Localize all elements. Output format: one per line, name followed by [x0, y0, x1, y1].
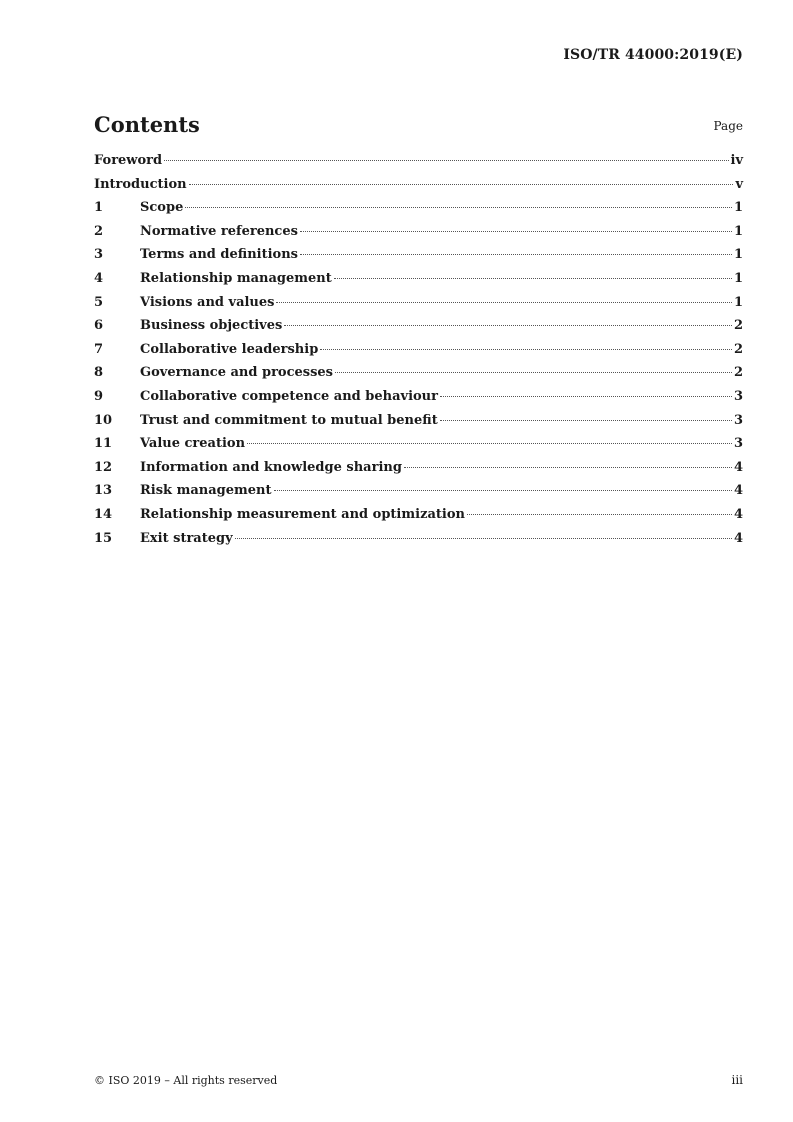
toc-entry-title: Terms and definitions: [140, 247, 298, 263]
toc-entry-number: 1: [94, 200, 104, 216]
toc-entry[interactable]: [94, 295, 743, 319]
toc-entry-number: 11: [94, 436, 113, 452]
toc-entry-number: 3: [94, 247, 104, 263]
toc-entry-page: 3: [733, 412, 743, 428]
toc-dot-leader: [276, 302, 731, 303]
toc-entry-title: Collaborative leadership: [140, 341, 319, 357]
toc-entry-page: 4: [733, 530, 743, 546]
toc-entry-page: 4: [733, 506, 743, 522]
toc-entry-title: Relationship management: [140, 270, 332, 286]
toc-entry[interactable]: [94, 389, 743, 413]
toc-entry-page: 3: [733, 436, 743, 452]
toc-dot-leader: [467, 514, 732, 515]
contents-heading: Contents: [94, 112, 200, 137]
toc-dot-leader: [440, 420, 732, 421]
page-column-label: Page: [713, 119, 743, 133]
toc-entry-title: Information and knowledge sharing: [140, 459, 402, 475]
toc-entry[interactable]: [94, 318, 743, 342]
toc-entry-number: 8: [94, 365, 104, 381]
toc-entry-title: Exit strategy: [140, 530, 233, 546]
toc-entry-number: 6: [94, 318, 104, 334]
toc-entry-page: 3: [733, 388, 743, 404]
toc-entry[interactable]: [94, 483, 743, 507]
toc-entry-page: v: [735, 176, 743, 192]
toc-entry-number: 10: [94, 412, 113, 428]
toc-dot-leader: [284, 325, 732, 326]
toc-entry-page: 4: [733, 459, 743, 475]
toc-entry-page: 1: [733, 200, 743, 216]
toc-entry[interactable]: [94, 224, 743, 248]
toc-entry-number: 5: [94, 294, 104, 310]
toc-entry-title: Governance and processes: [140, 365, 334, 381]
toc-entry-page: 2: [733, 341, 743, 357]
toc-entry-number: 13: [94, 483, 113, 499]
toc-entry-title: Foreword: [94, 153, 163, 168]
toc-dot-leader: [300, 231, 732, 232]
toc-entry-number: 9: [94, 388, 104, 404]
toc-entry[interactable]: [94, 247, 743, 271]
toc-entry[interactable]: [94, 413, 743, 437]
toc-entry-number: 2: [94, 223, 104, 239]
toc-entry-number: 15: [94, 530, 113, 546]
toc-entry-page: 4: [733, 483, 743, 499]
toc-entry[interactable]: [94, 200, 743, 224]
toc-dot-leader: [164, 160, 728, 161]
toc-entry-title: Scope: [140, 200, 184, 216]
toc-entry-title: Introduction: [94, 176, 187, 192]
toc-dot-leader: [247, 443, 732, 444]
toc-dot-leader: [440, 396, 732, 397]
toc-entry-title: Collaborative competence and behaviour: [140, 388, 438, 404]
toc-entry-number: 14: [94, 506, 113, 522]
toc-dot-leader: [404, 467, 732, 468]
toc-entry[interactable]: [94, 153, 743, 177]
toc-entry-page: 2: [733, 365, 743, 381]
document-id: ISO/TR 44000:2019(E): [563, 47, 743, 63]
toc-dot-leader: [189, 184, 734, 185]
toc-entry-page: 1: [733, 270, 743, 286]
toc-entry-page: 2: [733, 318, 743, 334]
toc-entry-page: iv: [730, 153, 743, 168]
toc-dot-leader: [185, 207, 732, 208]
toc-entry-number: 7: [94, 341, 104, 357]
toc-entry[interactable]: [94, 460, 743, 484]
footer-copyright: © ISO 2019 – All rights reserved: [94, 1074, 278, 1087]
toc-entry-page: 1: [733, 247, 743, 263]
table-of-contents: [94, 153, 743, 554]
toc-dot-leader: [300, 254, 732, 255]
footer-page-number: iii: [731, 1073, 743, 1087]
toc-entry-title: Risk management: [140, 483, 272, 499]
toc-entry-title: Value creation: [140, 436, 246, 452]
toc-entry-title: Visions and values: [140, 294, 275, 310]
toc-entry[interactable]: [94, 507, 743, 531]
toc-entry-number: 12: [94, 459, 113, 475]
toc-dot-leader: [335, 372, 732, 373]
toc-entry[interactable]: [94, 365, 743, 389]
toc-entry-page: 1: [733, 294, 743, 310]
toc-entry-number: 4: [94, 270, 104, 286]
toc-entry[interactable]: [94, 531, 743, 555]
toc-dot-leader: [320, 349, 732, 350]
toc-entry[interactable]: [94, 177, 743, 201]
toc-entry-title: Business objectives: [140, 318, 283, 334]
toc-entry[interactable]: [94, 271, 743, 295]
toc-entry-page: 1: [733, 223, 743, 239]
toc-dot-leader: [334, 278, 732, 279]
toc-dot-leader: [274, 490, 732, 491]
toc-entry[interactable]: [94, 342, 743, 366]
toc-entry-title: Relationship measurement and optimization: [140, 506, 465, 522]
toc-dot-leader: [235, 538, 732, 539]
toc-entry-title: Trust and commitment to mutual benefit: [140, 412, 438, 428]
toc-entry-title: Normative references: [140, 223, 298, 239]
toc-entry[interactable]: [94, 436, 743, 460]
